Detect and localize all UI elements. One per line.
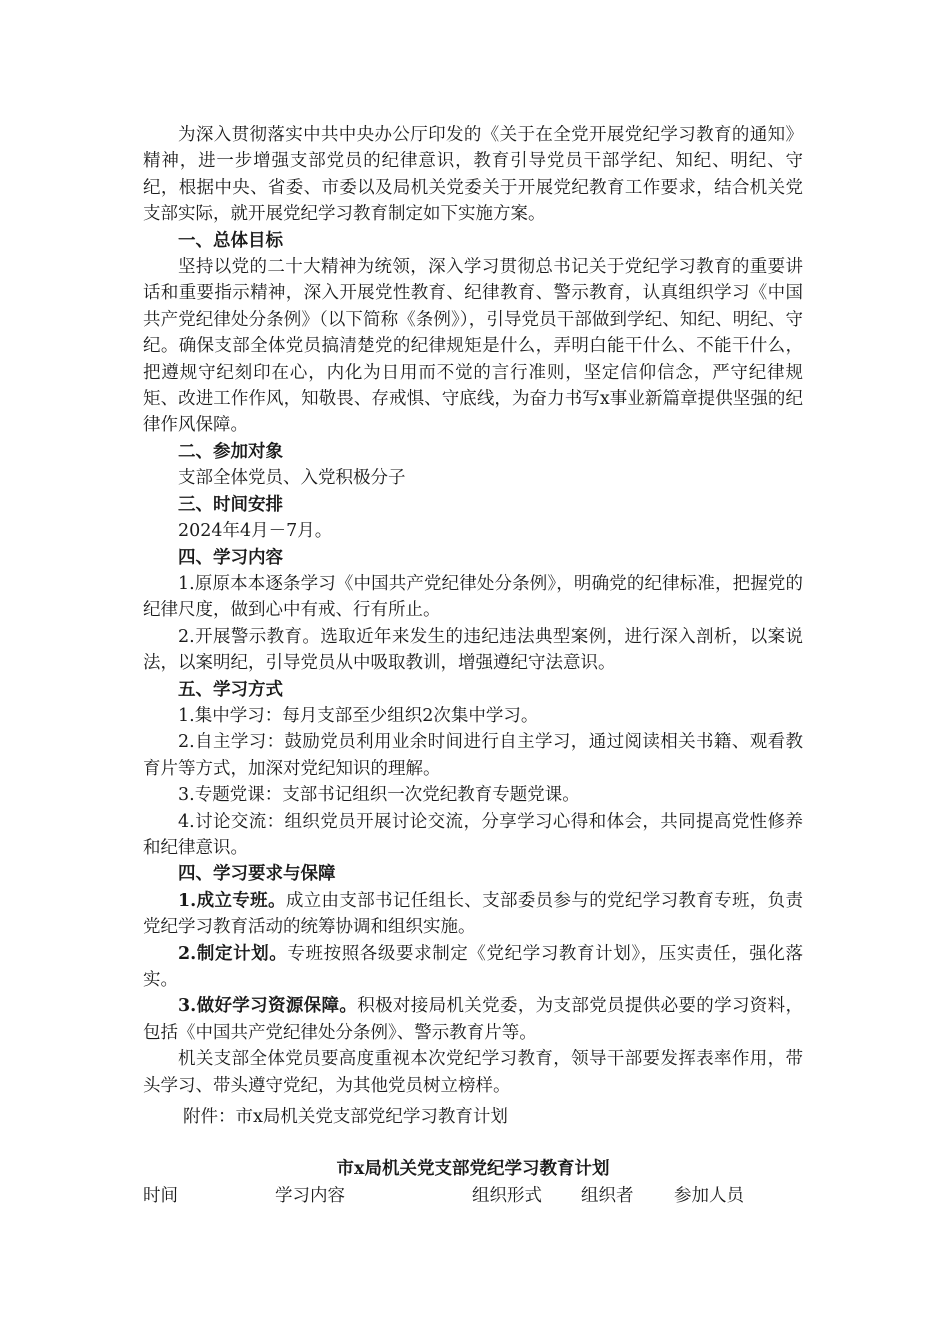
plan-title: 市x局机关党支部党纪学习教育计划	[336, 1159, 610, 1179]
plan-column-time: 时间	[143, 1186, 178, 1206]
requirement-item-1	[143, 888, 803, 941]
participants-paragraph: 支部全体党员、入党积极分子	[178, 468, 406, 489]
requirement-item-2-text: 专班按照各级要求制定《党纪学习教育计划》，压实责任，强化落实。	[143, 943, 803, 990]
section-heading-content: 四、学习内容	[178, 547, 283, 568]
requirement-item-3-lead: 3.做好学习资源保障。	[178, 996, 358, 1017]
goals-paragraph: 坚持以党的二十大精神为统领，深入学习贯彻总书记关于党纪学习教育的重要讲话和重要指示精神，深入开展党性教育、纪律教育、警示教育，认真组织学习《中国共产党纪律处分条例》（以下简称《条例》），引导党员干部做到学纪、知纪、明纪、守纪。确保支部全体党员搞清楚党的纪律规矩是什么，弄明白能干什么、不能干什么，把遵规守纪刻印在心，内化为日用而不觉的言行准则，坚定信仰信念，严守纪律规矩、改进工作作风，知敬畏、存戒惧、守底线，为奋力书写x事业新篇章提供坚强的纪律作风保障。	[143, 257, 803, 436]
requirement-item-2	[143, 941, 803, 994]
method-item-4: 4.讨论交流：组织党员开展讨论交流，分享学习心得和体会，共同提高党性修养和纪律意识。	[143, 811, 803, 858]
requirement-item-1-lead: 1.成立专班。	[178, 890, 286, 911]
closing-paragraph: 机关支部全体党员要高度重视本次党纪学习教育，领导干部要发挥表率作用，带头学习、带头遵守党纪，为其他党员树立榜样。	[143, 1049, 803, 1096]
section-heading-methods: 五、学习方式	[178, 679, 283, 700]
section-heading-schedule: 三、时间安排	[178, 494, 283, 515]
plan-column-organizer: 组织者	[581, 1186, 634, 1206]
intro-paragraph: 为深入贯彻落实中共中央办公厅印发的《关于在全党开展党纪学习教育的通知》精神，进一步增强支部党员的纪律意识，教育引导党员干部学纪、知纪、明纪、守纪，根据中央、省委、市委以及局机关党委关于开展党纪教育工作要求，结合机关党支部实际，就开展党纪学习教育制定如下实施方案。	[143, 125, 803, 225]
section-heading-requirements: 四、学习要求与保障	[178, 864, 336, 885]
plan-column-content: 学习内容	[275, 1186, 345, 1206]
requirement-item-2-lead: 2.制定计划。	[178, 943, 288, 964]
method-item-2: 2.自主学习：鼓励党员利用业余时间进行自主学习，通过阅读相关书籍、观看教育片等方式，加深对党纪知识的理解。	[143, 732, 803, 779]
plan-column-participants: 参加人员	[674, 1186, 744, 1206]
requirement-item-3-text: 积极对接局机关党委，为支部党员提供必要的学习资料，包括《中国共产党纪律处分条例》、警示教育片等。	[143, 996, 803, 1043]
section-heading-participants: 二、参加对象	[178, 441, 283, 462]
schedule-paragraph: 2024年4月－7月。	[178, 521, 333, 542]
requirement-item-1-text: 成立由支部书记任组长、支部委员参与的党纪学习教育专班，负责党纪学习教育活动的统筹协调和组织实施。	[143, 890, 803, 938]
plan-column-format: 组织形式	[472, 1186, 542, 1206]
method-item-1: 1.集中学习：每月支部至少组织2次集中学习。	[178, 705, 539, 726]
document-body	[143, 122, 803, 1099]
content-item-2: 2.开展警示教育。选取近年来发生的违纪违法典型案例，进行深入剖析，以案说法，以案明纪，引导党员从中吸取教训，增强遵纪守法意识。	[143, 626, 803, 674]
attachment-note: 附件：市x局机关党支部党纪学习教育计划	[183, 1107, 508, 1127]
method-item-3: 3.专题党课：支部书记组织一次党纪教育专题党课。	[178, 785, 580, 806]
content-item-1: 1.原原本本逐条学习《中国共产党纪律处分条例》，明确党的纪律标准，把握党的纪律尺度，做到心中有戒、行有所止。	[143, 573, 803, 621]
requirement-item-3	[143, 993, 803, 1046]
plan-table-header	[143, 1183, 803, 1209]
section-heading-goals: 一、总体目标	[178, 230, 283, 251]
